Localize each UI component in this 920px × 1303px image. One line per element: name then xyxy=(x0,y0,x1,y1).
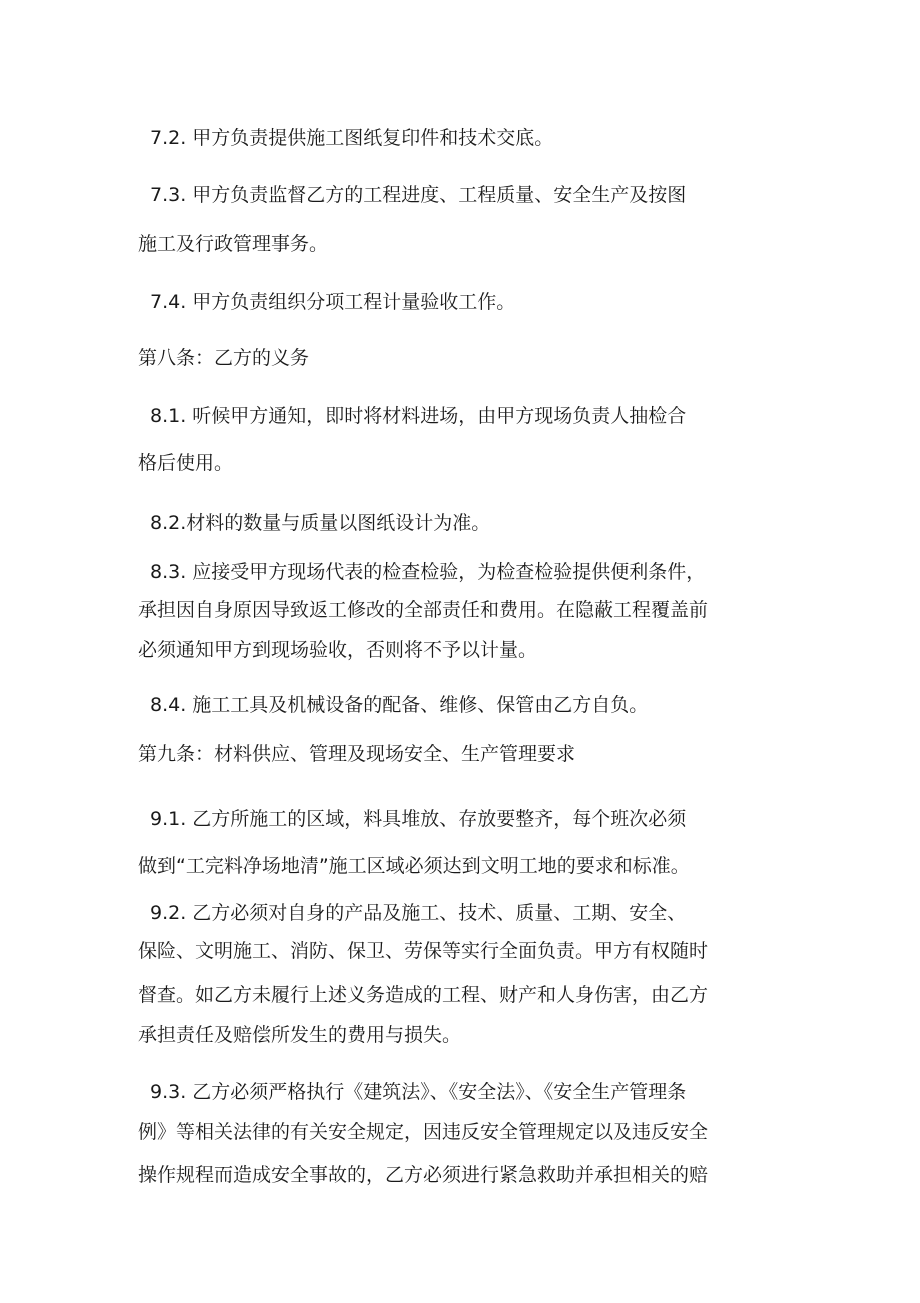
clause-9-1-line-1: 9.1. 乙方所施工的区域，料具堆放、存放要整齐，每个班次必须 xyxy=(150,808,687,830)
clause-7-3-line-2: 施工及行政管理事务。 xyxy=(138,233,329,255)
article-8-heading: 第八条：乙方的义务 xyxy=(138,347,310,369)
clause-9-2-line-2: 保险、文明施工、消防、保卫、劳保等实行全面负责。甲方有权随时 xyxy=(138,940,709,962)
clause-8-1-line-1: 8.1. 听候甲方通知，即时将材料进场，由甲方现场负责人抽检合 xyxy=(150,405,687,427)
clause-8-2: 8.2.材料的数量与质量以图纸设计为准。 xyxy=(150,512,491,534)
clause-8-3-line-2: 承担因自身原因导致返工修改的全部责任和费用。在隐蔽工程覆盖前 xyxy=(138,599,709,621)
clause-8-3-line-1: 8.3. 应接受甲方现场代表的检查检验，为检查检验提供便利条件， xyxy=(150,561,706,583)
clause-9-3-line-3: 操作规程而造成安全事故的，乙方必须进行紧急救助并承担相关的赔 xyxy=(138,1164,709,1186)
clause-8-1-line-2: 格后使用。 xyxy=(138,452,234,474)
clause-9-2-line-4: 承担责任及赔偿所发生的费用与损失。 xyxy=(138,1024,462,1046)
clause-9-2-line-3: 督查。如乙方未履行上述义务造成的工程、财产和人身伤害，由乙方 xyxy=(138,984,709,1006)
clause-9-3-line-1: 9.3. 乙方必须严格执行《建筑法》、《安全法》、《安全生产管理条 xyxy=(150,1081,687,1103)
clause-7-4: 7.4. 甲方负责组织分项工程计量验收工作。 xyxy=(150,291,516,313)
clause-9-3-line-2: 例》等相关法律的有关安全规定，因违反安全管理规定以及违反安全 xyxy=(138,1121,709,1143)
article-9-heading: 第九条：材料供应、管理及现场安全、生产管理要求 xyxy=(138,743,576,765)
clause-9-1-line-2: 做到“工完料净场地清”施工区域必须达到文明工地的要求和标准。 xyxy=(138,855,690,877)
clause-8-3-line-3: 必须通知甲方到现场验收，否则将不予以计量。 xyxy=(138,639,538,661)
clause-9-2-line-1: 9.2. 乙方必须对自身的产品及施工、技术、质量、工期、安全、 xyxy=(150,902,687,924)
clause-8-4: 8.4. 施工工具及机械设备的配备、维修、保管由乙方自负。 xyxy=(150,694,649,716)
clause-7-3-line-1: 7.3. 甲方负责监督乙方的工程进度、工程质量、安全生产及按图 xyxy=(150,184,687,206)
clause-7-2: 7.2. 甲方负责提供施工图纸复印件和技术交底。 xyxy=(150,127,554,149)
